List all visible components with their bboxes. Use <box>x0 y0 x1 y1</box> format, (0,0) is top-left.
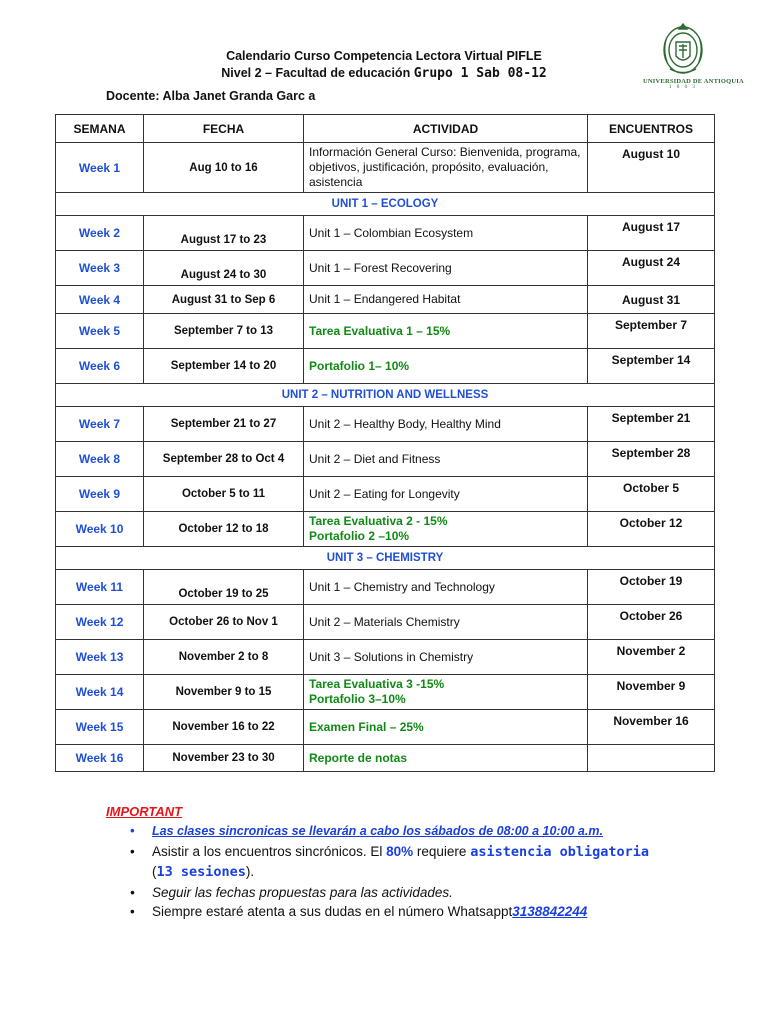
important-heading: IMPORTANT <box>106 804 183 819</box>
note-schedule-text: Las clases sincronicas se llevarán a cabo los sábados de 08:00 a 10:00 a.m. <box>152 824 603 838</box>
activity-line: Tarea Evaluativa 2 - 15% <box>309 514 448 528</box>
table-row <box>56 745 715 772</box>
date-cell: November 16 to 22 <box>144 710 304 745</box>
document-title: Calendario Curso Competencia Lectora Virtual PIFLE <box>226 49 542 63</box>
date-cell: September 28 to Oct 4 <box>144 442 304 477</box>
week-cell: Week 13 <box>56 640 144 675</box>
header-fecha: FECHA <box>144 115 304 143</box>
week-cell: Week 11 <box>56 570 144 605</box>
note-attendance-text: Asistir a los encuentros sincrónicos. El <box>152 843 387 859</box>
header-encuentros: ENCUENTROS <box>588 115 715 143</box>
header-semana: SEMANA <box>56 115 144 143</box>
week-cell: Week 1 <box>56 143 144 193</box>
week-cell: Week 7 <box>56 407 144 442</box>
paren-close: ). <box>245 864 255 879</box>
week-cell: Week 5 <box>56 314 144 349</box>
meeting-cell: October 26 <box>588 605 715 640</box>
note-attendance-mid: requiere <box>413 843 471 859</box>
bullet: • <box>130 843 135 859</box>
teacher-name: Docente: Alba Janet Granda Garc a <box>106 89 316 103</box>
meeting-cell <box>588 745 715 772</box>
table-row <box>56 570 715 605</box>
week-cell: Week 8 <box>56 442 144 477</box>
table-row <box>56 349 715 384</box>
week-cell: Week 15 <box>56 710 144 745</box>
note-dates-text: Seguir las fechas propuestas para las actividades. <box>152 884 453 900</box>
date-cell: September 21 to 27 <box>144 407 304 442</box>
table-header-row <box>56 115 715 143</box>
meeting-cell: August 31 <box>588 286 715 314</box>
activity-cell: Unit 1 – Endangered Habitat <box>304 286 588 314</box>
table-row <box>56 216 715 251</box>
date-cell: November 23 to 30 <box>144 745 304 772</box>
date-cell: October 26 to Nov 1 <box>144 605 304 640</box>
bullet: • <box>130 884 135 900</box>
table-row <box>56 605 715 640</box>
activity-cell: Portafolio 1– 10% <box>304 349 588 384</box>
group-label: Grupo 1 Sab 08-12 <box>413 66 547 81</box>
note-schedule <box>130 822 752 842</box>
university-year: 1 8 0 3 <box>669 85 697 90</box>
week-cell: Week 6 <box>56 349 144 384</box>
table-row <box>56 251 715 286</box>
note-contact <box>130 902 752 922</box>
week-cell: Week 3 <box>56 251 144 286</box>
table-row <box>56 512 715 547</box>
table-row <box>56 143 715 193</box>
date-cell: November 9 to 15 <box>144 675 304 710</box>
schedule-body <box>56 143 715 772</box>
university-name: UNIVERSIDAD DE ANTIOQUIA <box>643 78 744 85</box>
activity-line: Tarea Evaluativa 3 -15% <box>309 677 445 691</box>
activity-cell: Reporte de notas <box>304 745 588 772</box>
activity-cell: Unit 2 – Materials Chemistry <box>304 605 588 640</box>
week-cell: Week 10 <box>56 512 144 547</box>
note-attendance <box>130 842 752 883</box>
activity-cell: Información General Curso: Bienvenida, programa, objetivos, justificación, propósito, evaluación, asistencia <box>304 143 588 193</box>
level-faculty: Nivel 2 – Facultad de educación <box>221 66 414 80</box>
attendance-percent: 80% <box>386 843 414 859</box>
activity-cell: Unit 2 – Eating for Longevity <box>304 477 588 512</box>
week-cell: Week 4 <box>56 286 144 314</box>
meeting-cell: November 16 <box>588 710 715 745</box>
date-cell: August 17 to 23 <box>144 216 304 251</box>
meeting-cell: October 19 <box>588 570 715 605</box>
table-row <box>56 442 715 477</box>
activity-cell: Unit 1 – Forest Recovering <box>304 251 588 286</box>
meeting-cell: November 2 <box>588 640 715 675</box>
unit-title: UNIT 3 – CHEMISTRY <box>56 547 715 570</box>
date-cell: November 2 to 8 <box>144 640 304 675</box>
activity-cell: Unit 3 – Solutions in Chemistry <box>304 640 588 675</box>
activity-cell <box>304 512 588 547</box>
date-cell: August 24 to 30 <box>144 251 304 286</box>
activity-cell: Tarea Evaluativa 1 – 15% <box>304 314 588 349</box>
meeting-cell: September 28 <box>588 442 715 477</box>
unit-row <box>56 384 715 407</box>
unit-title: UNIT 1 – ECOLOGY <box>56 193 715 216</box>
note-contact-text: Siempre estaré atenta a sus dudas en el número Whatsappt <box>152 904 513 919</box>
date-cell: September 14 to 20 <box>144 349 304 384</box>
table-row <box>56 314 715 349</box>
table-row <box>56 710 715 745</box>
session-count: 13 sesiones <box>156 864 246 880</box>
meeting-cell: September 14 <box>588 349 715 384</box>
week-cell: Week 2 <box>56 216 144 251</box>
table-row <box>56 477 715 512</box>
activity-cell: Unit 2 – Healthy Body, Healthy Mind <box>304 407 588 442</box>
activity-cell: Unit 1 – Colombian Ecosystem <box>304 216 588 251</box>
activity-cell: Unit 2 – Diet and Fitness <box>304 442 588 477</box>
week-cell: Week 16 <box>56 745 144 772</box>
university-logo <box>643 20 744 98</box>
date-cell: Aug 10 to 16 <box>144 143 304 193</box>
date-cell: October 19 to 25 <box>144 570 304 605</box>
header-actividad: ACTIVIDAD <box>304 115 588 143</box>
note-dates <box>130 883 752 903</box>
meeting-cell: November 9 <box>588 675 715 710</box>
meeting-cell: August 17 <box>588 216 715 251</box>
table-row <box>56 675 715 710</box>
notes-list <box>120 822 752 922</box>
table-row <box>56 407 715 442</box>
unit-row <box>56 547 715 570</box>
date-cell: October 12 to 18 <box>144 512 304 547</box>
activity-cell: Examen Final – 25% <box>304 710 588 745</box>
schedule-table <box>55 114 715 772</box>
unit-row <box>56 193 715 216</box>
table-row <box>56 286 715 314</box>
bullet: • <box>130 824 135 838</box>
date-cell: October 5 to 11 <box>144 477 304 512</box>
activity-cell <box>304 675 588 710</box>
week-cell: Week 9 <box>56 477 144 512</box>
date-cell: August 31 to Sep 6 <box>144 286 304 314</box>
week-cell: Week 14 <box>56 675 144 710</box>
activity-cell: Unit 1 – Chemistry and Technology <box>304 570 588 605</box>
paren-open: ( <box>152 864 157 879</box>
meeting-cell: August 10 <box>588 143 715 193</box>
unit-title: UNIT 2 – NUTRITION AND WELLNESS <box>56 384 715 407</box>
bullet: • <box>130 904 135 919</box>
meeting-cell: October 5 <box>588 477 715 512</box>
meeting-cell: October 12 <box>588 512 715 547</box>
date-cell: September 7 to 13 <box>144 314 304 349</box>
table-row <box>56 640 715 675</box>
university-seal-icon <box>660 20 706 76</box>
whatsapp-number[interactable]: 3138842244 <box>512 904 588 919</box>
attendance-required: asistencia obligatoria <box>470 843 649 860</box>
meeting-cell: September 21 <box>588 407 715 442</box>
meeting-cell: August 24 <box>588 251 715 286</box>
meeting-cell: September 7 <box>588 314 715 349</box>
week-cell: Week 12 <box>56 605 144 640</box>
activity-line: Portafolio 2 –10% <box>309 529 410 543</box>
activity-line: Portafolio 3–10% <box>309 692 406 706</box>
